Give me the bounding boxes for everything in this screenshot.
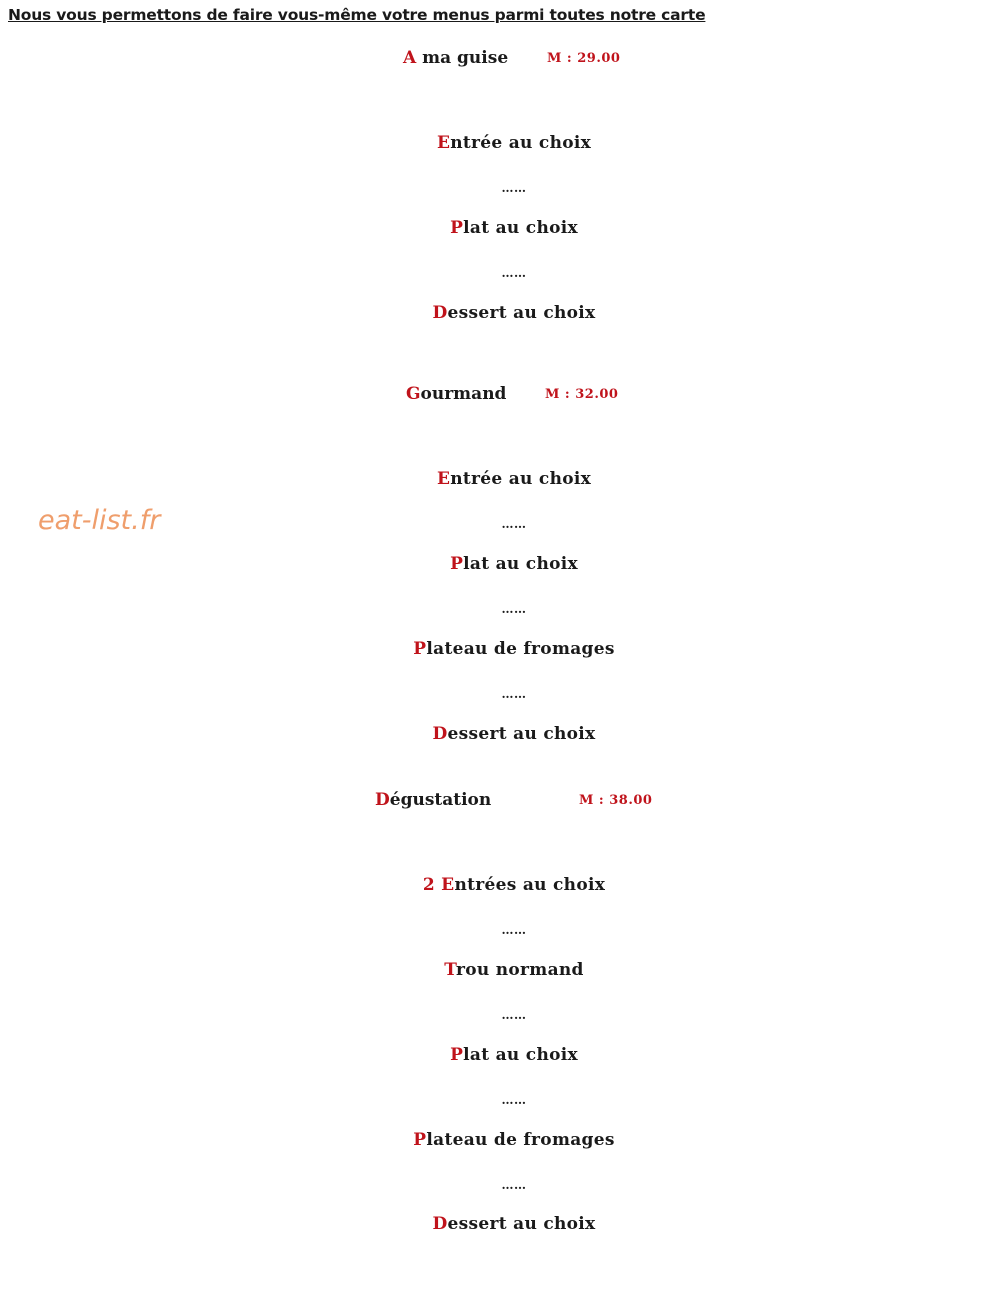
menu-item (0, 133, 989, 153)
menu-title-initial: D (375, 790, 390, 810)
menu-title-text: ma guise (416, 48, 509, 68)
menu-item (0, 875, 989, 895)
menu-item-text: lat au choix (463, 218, 578, 238)
menu-item (0, 1130, 989, 1150)
menu-item-initial: P (450, 1045, 464, 1065)
menu-item (0, 724, 989, 744)
menu-item-text: essert au choix (447, 1214, 596, 1234)
menu-item (0, 218, 989, 238)
separator: …… (501, 1178, 527, 1192)
menu-item-initial: P (450, 218, 464, 238)
menu-item-initial: D (432, 303, 448, 323)
menu-title-text: ourmand (420, 384, 507, 404)
menu-item-initial: D (432, 724, 448, 744)
menu-price: M : 38.00 (579, 793, 653, 808)
menu-item-initial: P (413, 1130, 427, 1150)
menu-item (0, 469, 989, 489)
menu-item (0, 1045, 989, 1065)
menu-item-initial: P (450, 554, 464, 574)
menu-item-initial: P (413, 639, 427, 659)
menu-price: M : 29.00 (547, 51, 621, 66)
menu-item (0, 554, 989, 574)
menu-item-text: rou normand (455, 960, 584, 980)
menu-item-initial: E (436, 133, 451, 153)
separator: …… (501, 1008, 527, 1022)
menu-item (0, 960, 989, 980)
menu-item (0, 639, 989, 659)
menu-item-text: essert au choix (447, 724, 596, 744)
separator: …… (501, 266, 527, 280)
menu-item-initial: D (432, 1214, 448, 1234)
separator: …… (501, 181, 527, 195)
watermark: eat-list.fr (38, 505, 161, 536)
separator: …… (501, 923, 527, 937)
separator: …… (501, 687, 527, 701)
menu-item-text: lateau de fromages (426, 1130, 615, 1150)
menu-item-text: lateau de fromages (426, 639, 615, 659)
menu-title (406, 384, 506, 404)
page-header: Nous vous permettons de faire vous-même votre menus parmi toutes notre carte (8, 6, 706, 24)
menu-item-text: ntrée au choix (450, 133, 592, 153)
separator: …… (501, 517, 527, 531)
menu-item (0, 303, 989, 323)
menu-title-initial: G (406, 384, 421, 404)
menu-item-initial: T (444, 960, 456, 980)
menu-item-text: ntrées au choix (454, 875, 606, 895)
separator: …… (501, 602, 527, 616)
menu-item-text: essert au choix (447, 303, 596, 323)
separator: …… (501, 1093, 527, 1107)
menu-title (403, 48, 508, 68)
menu-item-text: lat au choix (463, 554, 578, 574)
menu-item-text: ntrée au choix (450, 469, 592, 489)
menu-price: M : 32.00 (545, 387, 619, 402)
menu-item-text: lat au choix (463, 1045, 578, 1065)
menu-title (375, 790, 491, 810)
menu-title-initial: A (403, 48, 417, 68)
menu-item-initial: 2 E (422, 875, 455, 895)
menu-item-initial: E (436, 469, 451, 489)
menu-title-text: égustation (389, 790, 492, 810)
menu-item (0, 1214, 989, 1234)
